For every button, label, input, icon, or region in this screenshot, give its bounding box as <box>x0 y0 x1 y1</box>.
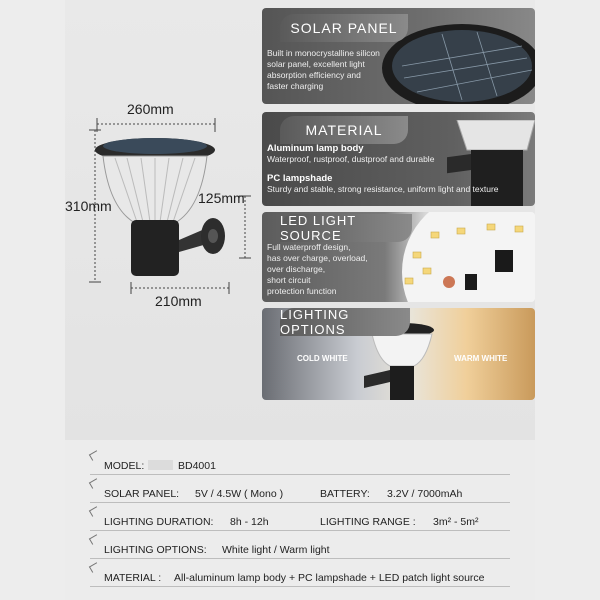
duration-value: 8h - 12h <box>230 516 269 528</box>
duration-label: LIGHTING DURATION: <box>104 516 214 528</box>
material-item2-text: Sturdy and stable, strong resistance, uniform light and texture <box>267 184 499 194</box>
spec-row-options <box>90 534 510 559</box>
tick-icon <box>89 450 100 461</box>
led-line: protection function <box>267 286 337 296</box>
spec-row-model <box>90 450 510 475</box>
solar-panel-desc <box>267 48 380 92</box>
options-value: White light / Warm light <box>222 544 330 556</box>
led-line: over discharge, <box>267 264 326 274</box>
solar-label: SOLAR PANEL: <box>104 488 180 500</box>
dim-width-bottom: 210mm <box>155 293 202 309</box>
tick-icon <box>89 506 100 517</box>
led-section <box>262 212 535 302</box>
led-line: has over charge, overload, <box>267 253 368 263</box>
material-item1-text: Waterproof, rustproof, dustproof and durable <box>267 154 435 164</box>
lighting-title: LIGHTING OPTIONS <box>280 308 410 336</box>
range-value: 3m² - 5m² <box>433 516 479 528</box>
battery-label: BATTERY: <box>320 488 370 500</box>
tick-icon <box>89 534 100 545</box>
material-desc <box>267 143 499 195</box>
tick-icon <box>89 562 100 573</box>
range-label: LIGHTING RANGE : <box>320 516 416 528</box>
material-title: MATERIAL <box>280 116 408 144</box>
lighting-options-section <box>262 308 535 400</box>
solar-line: solar panel, excellent light <box>267 59 365 69</box>
material-spec-label: MATERIAL : <box>104 572 162 584</box>
spec-row-material <box>90 562 510 587</box>
solar-line: faster charging <box>267 81 324 91</box>
spec-row-solar <box>90 478 510 503</box>
material-item1-title: Aluminum lamp body <box>267 143 364 154</box>
model-value: BD4001 <box>178 460 216 472</box>
spec-row-duration <box>90 506 510 531</box>
led-line: short circuit <box>267 275 311 285</box>
solar-line: absorption efficiency and <box>267 70 361 80</box>
model-label: MODEL: <box>104 460 145 472</box>
led-line: Full waterproff design, <box>267 242 351 252</box>
tick-icon <box>89 478 100 489</box>
material-item2-title: PC lampshade <box>267 173 333 184</box>
solar-line: Built in monocrystalline silicon <box>267 48 380 58</box>
lamp-illustration <box>95 128 235 283</box>
material-section <box>262 112 535 206</box>
solar-panel-section <box>262 8 535 104</box>
dim-height: 310mm <box>65 198 112 214</box>
battery-value: 3.2V / 7000mAh <box>387 488 463 500</box>
solar-panel-title: SOLAR PANEL <box>280 14 408 42</box>
material-spec-value: All-aluminum lamp body + PC lampshade + LED patch light source <box>174 572 485 584</box>
warm-white-label: WARM WHITE <box>454 354 508 363</box>
options-label: LIGHTING OPTIONS: <box>104 544 207 556</box>
dim-width-top: 260mm <box>127 101 174 117</box>
cold-white-label: COLD WHITE <box>297 354 348 363</box>
redacted-block <box>148 460 173 470</box>
led-desc <box>267 242 368 297</box>
led-title: LED LIGHT SOURCE <box>280 214 412 242</box>
solar-value: 5V / 4.5W ( Mono ) <box>195 488 284 500</box>
dim-arm-height: 125mm <box>198 190 245 206</box>
